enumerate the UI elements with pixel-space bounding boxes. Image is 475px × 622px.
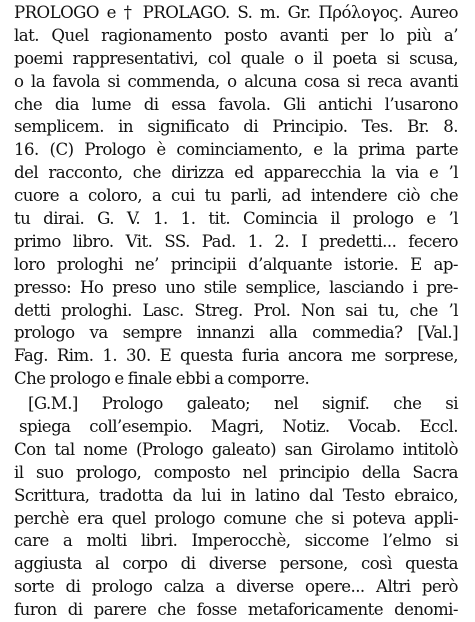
text-line-13: presso: Ho preso uno stile semplice, lasciando i pre-: [14, 277, 458, 297]
text-line-21: il suo prologo, composto nel principio della Sacra: [14, 462, 458, 482]
text-line-1: PROLOGO e † PROLAGO. S. m. Gr. Πρόλογος. Aureo: [14, 3, 458, 22]
text-line-9: cuore a coloro, a cui tu parli, ad intendere ciò che: [14, 186, 458, 206]
text-line-14: detti prologhi. Lasc. Streg. Prol. Non sai tu, che ’l: [14, 300, 458, 320]
text-line-16: Fag. Rim. 1. 30. E questa furia ancora me sorprese,: [14, 346, 458, 366]
text-line-17: Che prologo e finale ebbi a comporre.: [14, 369, 310, 389]
text-line-24: care a molti libri. Imperocchè, siccome l’elmo si: [14, 531, 458, 551]
text-line-5: che dia lume di essa favola. Gli antichi l’usarono: [14, 94, 458, 114]
text-line-20: Con tal nome (Prologo galeato) san Girolamo intitolò: [14, 439, 458, 459]
dictionary-entry: [14, 2, 458, 622]
text-line-19: spiega coll’esempio. Magri, Notiz. Vocab. Eccl.: [19, 417, 458, 437]
text-line-3: poemi rappresentativi, col quale o il poeta si scusa,: [14, 48, 458, 68]
text-line-26: sorte di prologo calza a diverse opere... Altri però: [14, 577, 458, 597]
text-line-27: furon di parere che fosse metaforicamente denomi-: [14, 600, 458, 620]
text-line-4: o la favola si commenda, o alcuna cosa si reca avanti: [14, 71, 458, 91]
text-line-12: loro prologhi ne’ principii d’alquante istorie. E ap-: [14, 254, 458, 274]
text-line-11: primo libro. Vit. SS. Pad. 1. 2. I predetti... fecero: [14, 231, 458, 251]
text-line-2: lat. Quel ragionamento posto avanti per lo più a’: [14, 25, 458, 45]
text-line-6: semplicem. in significato di Principio. Tes. Br. 8.: [14, 117, 458, 137]
text-line-10: tu dirai. G. V. 1. 1. tit. Comincia il prologo e ’l: [14, 209, 458, 229]
text-line-22: Scrittura, tradotta da lui in latino dal Testo ebraico,: [14, 485, 458, 505]
text-line-8: del racconto, che dirizza ed apparecchia la via e ’l: [14, 163, 458, 183]
text-line-15: prologo va sempre innanzi alla commedia? [Val.]: [14, 323, 458, 343]
text-line-18: [G.M.] Prologo galeato; nel signif. che si: [28, 394, 458, 414]
text-line-7: 16. (C) Prologo è cominciamento, e la prima parte: [14, 140, 458, 160]
text-line-23: perchè era quel prologo comune che si poteva appli-: [14, 508, 458, 528]
text-line-25: aggiusta al corpo di diverse persone, così questa: [14, 554, 458, 574]
